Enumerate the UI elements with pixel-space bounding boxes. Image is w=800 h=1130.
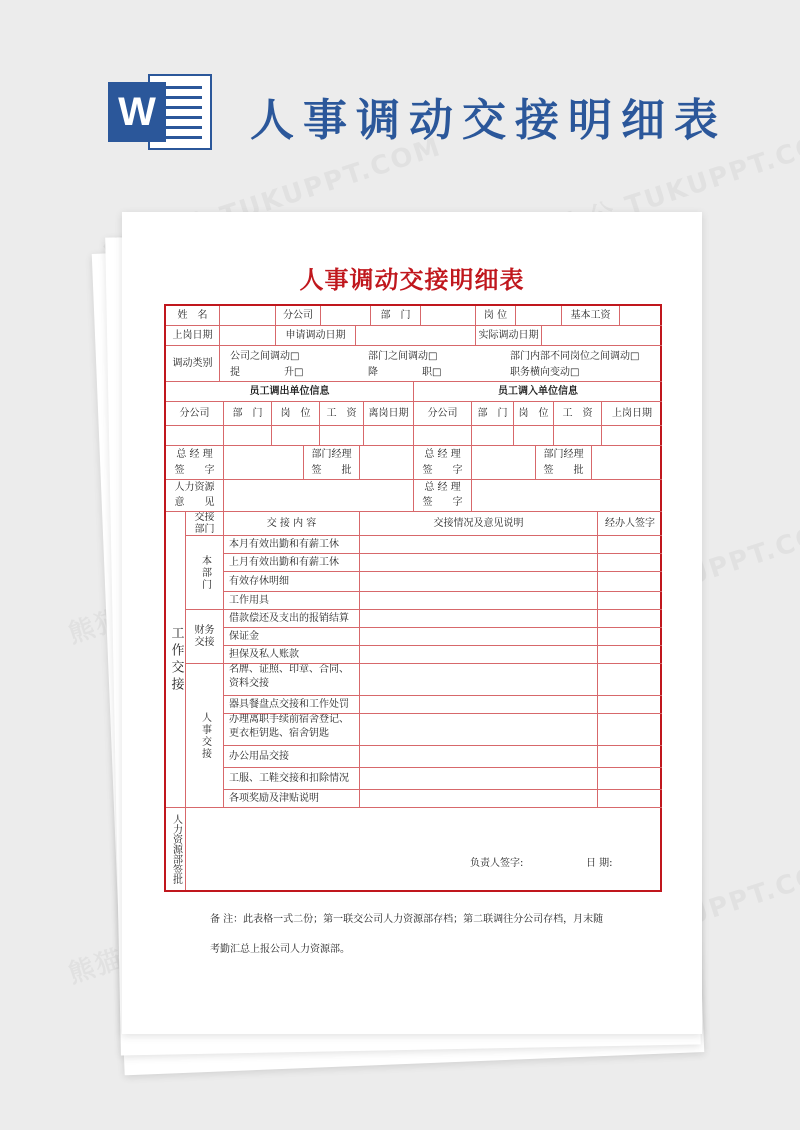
option-inter-company[interactable]: 公司之间调动□	[230, 351, 300, 362]
handover-signer-cell[interactable]	[598, 714, 662, 746]
label-text: 意 见	[174, 497, 215, 508]
handover-signer-cell[interactable]	[598, 664, 662, 696]
handover-status-cell[interactable]	[360, 790, 598, 808]
col-out-dept: 部 门	[224, 402, 272, 426]
group-own-dept	[186, 536, 224, 610]
handover-status-cell[interactable]	[360, 592, 598, 610]
value-cell[interactable]	[414, 426, 472, 446]
input-apply-date[interactable]	[356, 326, 476, 346]
label-dept: 部 门	[371, 306, 421, 326]
handover-item: 上月有效出勤和有薪工休	[224, 554, 360, 572]
col-out-post: 岗 位	[272, 402, 320, 426]
label-hr-opinion	[166, 480, 224, 512]
value-cell[interactable]	[364, 426, 414, 446]
label-out-dm-sign	[304, 446, 360, 480]
document-page	[122, 212, 702, 1034]
value-cell[interactable]	[472, 426, 514, 446]
option-demote-b[interactable]: 职□	[422, 367, 442, 378]
input-branch[interactable]	[321, 306, 371, 326]
hr-approval-text: 人力资源部签批	[170, 814, 182, 884]
handover-status-cell[interactable]	[360, 714, 598, 746]
signer-label: 负责人签字:	[470, 858, 524, 869]
handover-status-cell[interactable]	[360, 696, 598, 714]
label-text: 总 经 理	[176, 448, 213, 460]
input-dept[interactable]	[421, 306, 476, 326]
input-onboard-date[interactable]	[220, 326, 276, 346]
col-in-onboard-date: 上岗日期	[602, 402, 662, 426]
col-in-salary: 工 资	[554, 402, 602, 426]
input-name[interactable]	[220, 306, 276, 326]
handover-item-line: 资料交接	[229, 678, 269, 689]
value-cell[interactable]	[320, 426, 364, 446]
group-finance: 财务交接	[186, 610, 224, 664]
out-unit-title: 员工调出单位信息	[166, 382, 414, 402]
label-name: 姓 名	[166, 306, 220, 326]
note-line-1: 备 注：此表格一式二份；第一联交公司人力资源部存档；第二联调往分公司存档，月末随	[210, 914, 604, 925]
handover-item: 办公用品交接	[224, 746, 360, 768]
col-in-dept: 部 门	[472, 402, 514, 426]
label-in-gm-sign-2	[414, 480, 472, 512]
label-text: 部门经理	[311, 448, 352, 460]
label-text: 总 经 理	[424, 482, 461, 493]
handover-signer-cell[interactable]	[598, 536, 662, 554]
form-table	[164, 304, 662, 892]
input-actual-date[interactable]	[542, 326, 662, 346]
handover-item-line: 名牌、证照、印章、合同、	[229, 664, 349, 675]
input-post[interactable]	[516, 306, 562, 326]
option-promote-a[interactable]: 提	[230, 367, 240, 378]
handover-label-text: 工作交接	[168, 625, 184, 694]
option-intra-dept[interactable]: 部门内部不同岗位之间调动□	[510, 351, 640, 362]
handover-status-cell[interactable]	[360, 536, 598, 554]
group-personnel	[186, 664, 224, 808]
handover-signer-cell[interactable]	[598, 646, 662, 664]
input-salary[interactable]	[620, 306, 662, 326]
handover-item	[224, 714, 360, 746]
group-label: 本部门	[199, 554, 211, 591]
label-out-gm-sign	[166, 446, 224, 480]
label-apply-date: 申请调动日期	[276, 326, 356, 346]
group-label: 人事交接	[199, 711, 211, 760]
handover-item: 工服、工鞋交接和扣除情况	[224, 768, 360, 790]
hr-opinion-field[interactable]	[224, 480, 414, 512]
handover-item: 担保及私人账款	[224, 646, 360, 664]
col-out-salary: 工 资	[320, 402, 364, 426]
handover-item: 器具餐盘点交接和工作处罚	[224, 696, 360, 714]
hr-approval-label	[166, 808, 186, 890]
label-onboard-date: 上岗日期	[166, 326, 220, 346]
label-branch: 分公司	[276, 306, 321, 326]
label-text: 部门经理	[543, 448, 584, 460]
label-actual-date: 实际调动日期	[476, 326, 542, 346]
page-header	[108, 70, 748, 154]
col-in-branch: 分公司	[414, 402, 472, 426]
handover-status-cell[interactable]	[360, 554, 598, 572]
document-title: 人事调动交接明细表	[299, 266, 525, 294]
handover-status-cell[interactable]	[360, 664, 598, 696]
hr-approval-field[interactable]	[186, 808, 662, 890]
col-handover-dept: 交接部门	[186, 512, 224, 536]
handover-item: 保证金	[224, 628, 360, 646]
label-text: 签 字	[422, 464, 463, 476]
col-in-post: 岗 位	[514, 402, 554, 426]
handover-status-cell[interactable]	[360, 746, 598, 768]
value-cell[interactable]	[602, 426, 662, 446]
value-cell[interactable]	[514, 426, 554, 446]
handover-signer-cell[interactable]	[598, 554, 662, 572]
col-out-branch: 分公司	[166, 402, 224, 426]
handover-status-cell[interactable]	[360, 768, 598, 790]
sign-out-dm[interactable]	[360, 446, 414, 480]
option-demote-a[interactable]: 降	[368, 367, 378, 378]
option-inter-dept[interactable]: 部门之间调动□	[368, 351, 438, 362]
label-text: 签 字	[174, 464, 215, 476]
value-cell[interactable]	[166, 426, 224, 446]
option-lateral[interactable]: 职务横向变动□	[510, 367, 580, 378]
handover-item	[224, 664, 360, 696]
label-salary: 基本工资	[562, 306, 620, 326]
value-cell[interactable]	[554, 426, 602, 446]
label-transfer-type: 调动类别	[166, 346, 220, 382]
sign-out-gm[interactable]	[224, 446, 304, 480]
handover-item: 本月有效出勤和有薪工休	[224, 536, 360, 554]
label-in-gm-sign	[414, 446, 472, 480]
label-in-dm-sign	[536, 446, 592, 480]
handover-signer-cell[interactable]	[598, 746, 662, 768]
handover-item: 借款偿还及支出的报销结算	[224, 610, 360, 628]
sign-in-gm[interactable]	[472, 446, 536, 480]
header-title: 人事调动交接明细表	[250, 95, 727, 146]
handover-signer-cell[interactable]	[598, 790, 662, 808]
label-text: 签 批	[311, 464, 352, 476]
handover-signer-cell[interactable]	[598, 628, 662, 646]
handover-section-label	[166, 512, 186, 808]
value-cell[interactable]	[272, 426, 320, 446]
sign-in-dm[interactable]	[592, 446, 662, 480]
option-promote-b[interactable]: 升□	[284, 367, 304, 378]
handover-item-line: 更衣柜钥匙、宿舍钥匙	[229, 728, 329, 739]
label-text: 签 批	[543, 464, 584, 476]
label-text: 签 字	[422, 497, 463, 508]
sign-in-gm-2[interactable]	[472, 480, 662, 512]
in-unit-title: 员工调入单位信息	[414, 382, 662, 402]
date-label: 日 期:	[586, 858, 613, 869]
handover-signer-cell[interactable]	[598, 768, 662, 790]
word-badge: W	[108, 82, 166, 142]
handover-item: 各项奖励及津贴说明	[224, 790, 360, 808]
word-doc-icon	[108, 70, 212, 154]
handover-status-cell[interactable]	[360, 572, 598, 592]
handover-item: 有效存休明细	[224, 572, 360, 592]
handover-status-cell[interactable]	[360, 646, 598, 664]
label-post: 岗 位	[476, 306, 516, 326]
col-out-leave-date: 离岗日期	[364, 402, 414, 426]
col-handover-signer: 经办人签字	[598, 512, 662, 536]
col-handover-content: 交 接 内 容	[224, 512, 360, 536]
handover-signer-cell[interactable]	[598, 696, 662, 714]
handover-status-cell[interactable]	[360, 610, 598, 628]
note-line-2: 考勤汇总上报公司人力资源部。	[210, 944, 350, 955]
handover-signer-cell[interactable]	[598, 610, 662, 628]
label-text: 人力资源	[174, 482, 215, 493]
handover-signer-cell[interactable]	[598, 592, 662, 610]
handover-item: 工作用具	[224, 592, 360, 610]
value-cell[interactable]	[224, 426, 272, 446]
label-text: 总 经 理	[424, 448, 461, 460]
handover-item-line: 办理离职手续前宿舍登记、	[229, 714, 349, 725]
handover-signer-cell[interactable]	[598, 572, 662, 592]
col-handover-status: 交接情况及意见说明	[360, 512, 598, 536]
handover-status-cell[interactable]	[360, 628, 598, 646]
